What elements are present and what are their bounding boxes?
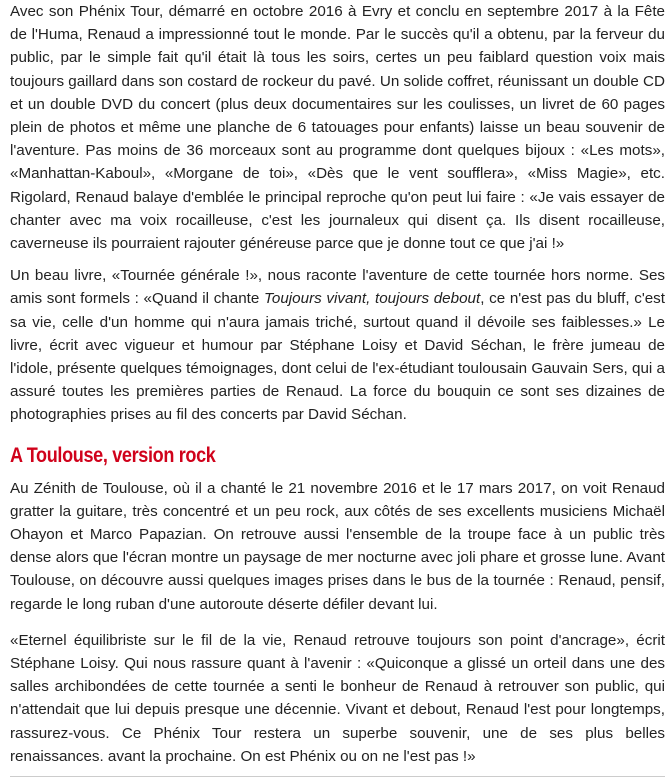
article-paragraph-2 bbox=[10, 264, 665, 426]
paragraph-2-text-end: , ce n'est pas du bluff, c'est sa vie, celle d'un homme qui n'aura jamais triché, surtout quand il dévoile ses faiblesses.» Le livre, écrit avec vigueur et humour par Stéphane Loisy et David Séchan, le frère jumeau de l'idole, présente quelques témoignages, dont celui de l'ex-étudiant toulousain Gauvain Sers, qui a assuré toutes les premières parties de Renaud. La force du bouquin ce sont ses dizaines de photographies prises au fil des concerts par David Séchan. bbox=[10, 290, 665, 424]
section-heading: A Toulouse, version rock bbox=[10, 443, 216, 467]
article-paragraph-3: Au Zénith de Toulouse, où il a chanté le 21 novembre 2016 et le 17 mars 2017, on voit Renaud gratter la guitare, très concentré et un peu rock, aux côtés de ses excellents musiciens Michaël Ohayon et Marco Papazian. On retrouve aussi l'ensemble de la troupe face à un public très dense alors que l'écran montre un paysage de mer nocturne avec joli phare et grosse lune. Avant Toulouse, on découvre aussi quelques images prises dans le bus de la tournée : Renaud, pensif, regarde le long ruban d'une autoroute déserte défiler devant lui. bbox=[10, 479, 665, 613]
article-paragraph-4: «Eternel équilibriste sur le fil de la vie, Renaud retrouve toujours son point d'ancrage», écrit Stéphane Loisy. Qui nous rassure quant à l'avenir : «Quiconque a glissé un orteil dans une des salles archibondées de cette tournée a senti le bonheur de Renaud à retrouver son public, qui n'attendait que lui depuis presque une décennie. Vivant et debout, Renaud l'est pour longtemps, rassurez-vous. Ce Phénix Tour restera un superbe souvenir, une de ses plus belles renaissances. avant la prochaine. On est Phénix ou on ne l'est pas !» bbox=[10, 631, 665, 765]
paragraph-2-text-start: Un beau livre, «Tournée générale !», nous raconte l'aventure de cette tournée hors norme. Ses amis sont formels : «Quand il chante bbox=[10, 267, 665, 308]
article-paragraph-1: Avec son Phénix Tour, démarré en octobre 2016 à Evry et conclu en septembre 2017 à la Fête de l'Huma, Renaud a impressionné tout le monde. Par le succès qu'il a obtenu, par la ferveur du public, par le simple fait qu'il était là tous les soirs, certes un peu faiblard question voix mais toujours gaillard dans son costard de rockeur du pavé. Un solide coffret, réunissant un double CD et un double DVD du concert (plus deux documentaires sur les coulisses, un livret de 60 pages plein de photos et même une planche de 6 tatouages pour enfants) laisse un beau souvenir de l'aventure. Pas moins de 36 morceaux sont au programme dont quelques bijoux : «Les mots», «Manhattan-Kaboul», «Morgane de toi», «Dès que le vent soufflera», «Miss Magie», etc. Rigolard, Renaud balaye d'emblée le principal reproche qu'on peut lui faire : «Je vais essayer de chanter avec ma voix rocailleuse, c'est les journaleux qui disent ça. Ils disent rocailleuse, caverneuse ils pourraient rajouter généreuse parce que je donne tout ce que j'ai !» bbox=[10, 3, 665, 253]
song-title-italic: Toujours vivant, toujours debout bbox=[264, 290, 481, 308]
